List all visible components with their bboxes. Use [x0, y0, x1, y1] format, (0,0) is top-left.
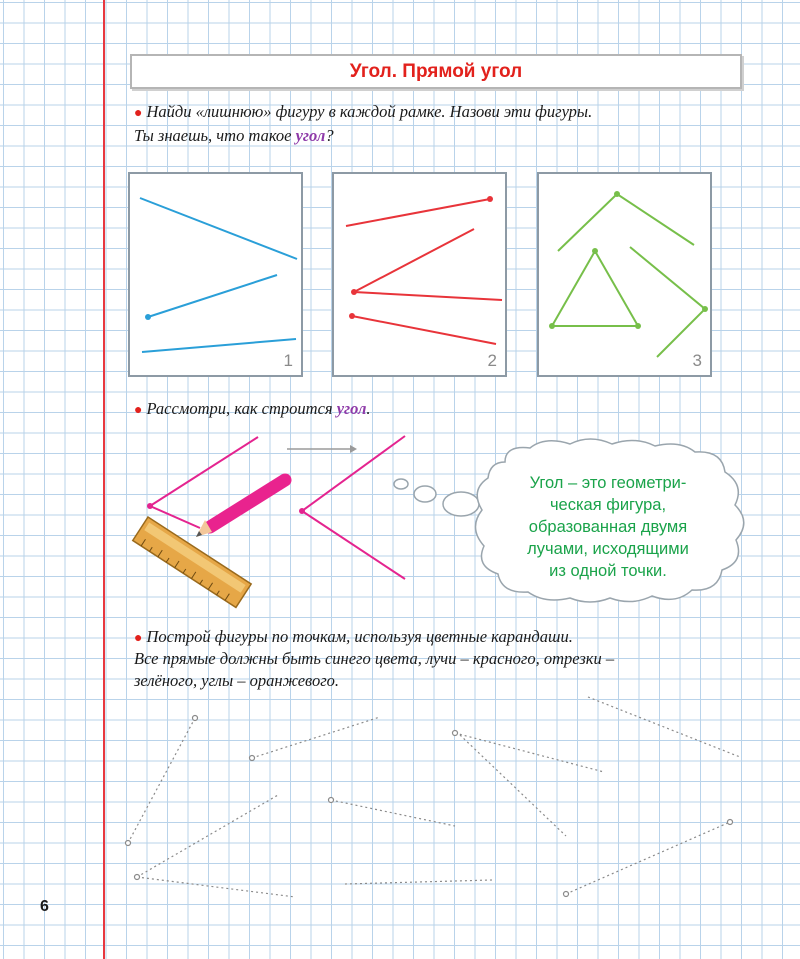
- definition-line: лучами, исходящими: [527, 540, 689, 558]
- task-2-keyword: угол: [336, 399, 367, 418]
- bullet-icon: ●: [134, 631, 143, 646]
- definition-line: образованная двумя: [528, 518, 688, 536]
- task-1-line-2-suffix: ?: [325, 126, 334, 145]
- lesson-title-text: Угол. Прямой угол: [349, 60, 523, 82]
- bullet-icon: ●: [134, 106, 143, 121]
- task-3-line-3: зелёного, углы – оранжевого.: [134, 671, 340, 690]
- page-number: 6: [40, 898, 49, 915]
- task-2-prefix: Рассмотри, как строится: [146, 399, 337, 418]
- frame-2-number: 2: [487, 351, 497, 370]
- task-1-line-1: Найди «лишнюю» фигуру в каждой рамке. Назови эти фигуры.: [146, 102, 593, 121]
- task-1-keyword: угол: [295, 126, 326, 145]
- task-3-line-1: Построй фигуры по точкам, используя цветные карандаши.: [146, 627, 573, 646]
- task-3-line-2: Все прямые должны быть синего цвета, лучи – красного, отрезки –: [134, 649, 615, 668]
- definition-line: ческая фигура,: [549, 496, 667, 514]
- frame-1-number: 1: [283, 351, 293, 370]
- task-1-line-2-prefix: Ты знаешь, что такое: [134, 126, 296, 145]
- bullet-icon: ●: [134, 403, 143, 418]
- definition-line: Угол – это геометри-: [529, 474, 687, 492]
- definition-line: из одной точки.: [549, 562, 667, 580]
- task-2-suffix: .: [366, 399, 371, 418]
- frame-3-number: 3: [692, 351, 702, 370]
